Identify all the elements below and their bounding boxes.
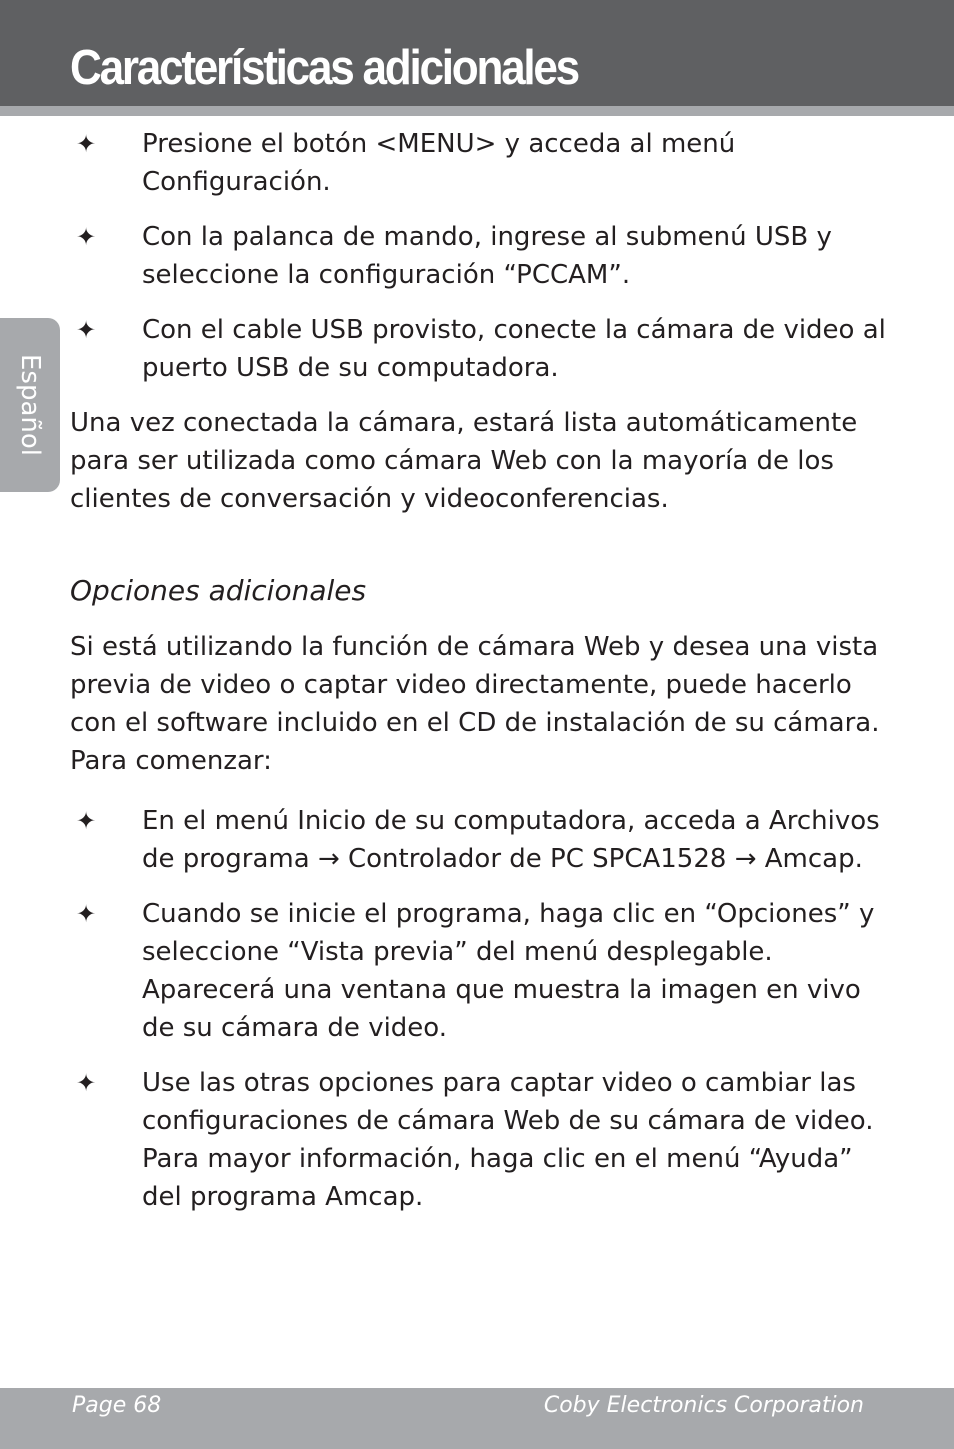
- list-item: [70, 895, 890, 1047]
- list-item: [70, 1064, 890, 1216]
- page-footer: [0, 1388, 954, 1449]
- list-item-text: Con la palanca de mando, ingrese al submenú USB y seleccione la configuración “PCCAM”.: [142, 222, 832, 290]
- list-item-text: Use las otras opciones para captar video o cambiar las configuraciones de cámara Web de su cámara de video. Para mayor información, haga clic en el menú “Ayuda” del programa Amcap.: [142, 1068, 874, 1212]
- list-item-text: Cuando se inicie el programa, haga clic en “Opciones” y seleccione “Vista previa” del menú desplegable. Aparecerá una ventana que muestra la imagen en vivo de su cámara de video.: [142, 899, 875, 1043]
- page-number: Page 68: [72, 1393, 162, 1418]
- list-item-text: Con el cable USB provisto, conecte la cámara de video al puerto USB de su computadora.: [142, 315, 886, 383]
- list-item: [70, 125, 890, 201]
- list-item: [70, 802, 890, 878]
- page-content: [70, 125, 890, 1233]
- star-bullet-icon: ✦: [76, 900, 97, 928]
- language-tab-label: Español: [15, 353, 45, 457]
- list-item-text: Presione el botón <MENU> y acceda al menú Configuración.: [142, 129, 736, 197]
- list-item: [70, 311, 890, 387]
- star-bullet-icon: ✦: [76, 130, 97, 158]
- star-bullet-icon: ✦: [76, 223, 97, 251]
- list-item-text: En el menú Inicio de su computadora, acceda a Archivos de programa → Controlador de PC SPCA1528 → Amcap.: [142, 806, 880, 874]
- header-divider: [0, 106, 954, 116]
- star-bullet-icon: ✦: [76, 1069, 97, 1097]
- list-item: [70, 218, 890, 294]
- star-bullet-icon: ✦: [76, 316, 97, 344]
- body-paragraph: Si está utilizando la función de cámara Web y desea una vista previa de video o captar video directamente, puede hacerlo con el software incluido en el CD de instalación de su cámara. Para comenzar:: [70, 632, 880, 776]
- page-title: Características adicionales: [70, 41, 578, 95]
- star-bullet-icon: ✦: [76, 807, 97, 835]
- page-header: [0, 0, 954, 106]
- section-heading: Opciones adicionales: [70, 574, 367, 607]
- company-name: Coby Electronics Corporation: [543, 1393, 864, 1418]
- body-paragraph: Una vez conectada la cámara, estará lista automáticamente para ser utilizada como cámara Web con la mayoría de los clientes de conversación y videoconferencias.: [70, 408, 858, 514]
